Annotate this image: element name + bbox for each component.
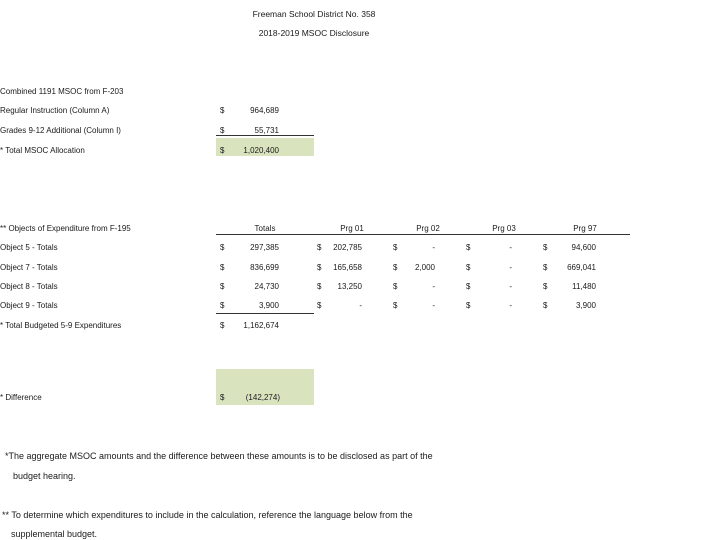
dollar-sign: $ bbox=[220, 243, 225, 252]
totals-underline bbox=[216, 313, 314, 314]
table-cell: 11,480 bbox=[572, 282, 596, 291]
dollar-sign: $ bbox=[466, 282, 471, 291]
table-cell: 202,785 bbox=[333, 243, 362, 252]
dollar-sign: $ bbox=[466, 301, 471, 310]
table-cell: 94,600 bbox=[571, 243, 596, 252]
header-underline bbox=[216, 234, 630, 235]
column-header-totals: Totals bbox=[254, 224, 276, 233]
dollar-sign: $ bbox=[393, 282, 398, 291]
table-cell: 297,385 bbox=[250, 243, 279, 252]
column-header-prg-02: Prg 02 bbox=[416, 224, 440, 233]
dollar-sign: $ bbox=[317, 263, 322, 272]
dollar-sign: $ bbox=[220, 126, 225, 135]
dollar-sign: $ bbox=[220, 106, 225, 115]
table-cell: 2,000 bbox=[414, 263, 435, 272]
dollar-sign: $ bbox=[393, 243, 398, 252]
dollar-sign: $ bbox=[220, 146, 225, 155]
dollar-sign: $ bbox=[393, 301, 398, 310]
row-label-object-5: Object 5 - Totals bbox=[0, 243, 58, 252]
dollar-sign: $ bbox=[220, 393, 225, 402]
note-expenditures-line-1: ** To determine which expenditures to include in the calculation, reference the language below from the bbox=[2, 510, 413, 520]
row-label-total-budgeted: * Total Budgeted 5-9 Expenditures bbox=[0, 321, 122, 330]
table-cell: 165,658 bbox=[333, 263, 362, 272]
table-cell: - bbox=[432, 301, 435, 310]
objects-heading: ** Objects of Expenditure from F-195 bbox=[0, 224, 131, 233]
total-underline bbox=[216, 135, 314, 136]
value-total-budgeted: 1,162,674 bbox=[243, 321, 279, 330]
row-label-grades-9-12: Grades 9-12 Additional (Column I) bbox=[0, 126, 121, 135]
dollar-sign: $ bbox=[220, 301, 225, 310]
value-regular-instruction: 964,689 bbox=[250, 106, 279, 115]
note-expenditures-line-2: supplemental budget. bbox=[11, 529, 98, 539]
table-cell: - bbox=[509, 282, 512, 291]
dollar-sign: $ bbox=[466, 263, 471, 272]
dollar-sign: $ bbox=[543, 263, 548, 272]
note-aggregate-line-2: budget hearing. bbox=[13, 471, 76, 481]
dollar-sign: $ bbox=[393, 263, 398, 272]
dollar-sign: $ bbox=[317, 243, 322, 252]
dollar-sign: $ bbox=[543, 243, 548, 252]
value-total-allocation: 1,020,400 bbox=[243, 146, 279, 155]
table-cell: - bbox=[509, 243, 512, 252]
table-cell: 24,730 bbox=[254, 282, 279, 291]
dollar-sign: $ bbox=[317, 282, 322, 291]
dollar-sign: $ bbox=[543, 301, 548, 310]
table-cell: - bbox=[509, 301, 512, 310]
table-cell: 669,041 bbox=[567, 263, 596, 272]
value-grades-9-12: 55,731 bbox=[254, 126, 279, 135]
table-cell: - bbox=[359, 301, 362, 310]
value-difference: (142,274) bbox=[245, 393, 280, 402]
row-label-regular-instruction: Regular Instruction (Column A) bbox=[0, 106, 110, 115]
table-cell: - bbox=[509, 263, 512, 272]
page-subtitle: 2018-2019 MSOC Disclosure bbox=[258, 28, 370, 38]
row-label-object-7: Object 7 - Totals bbox=[0, 263, 58, 272]
table-cell: 3,900 bbox=[258, 301, 279, 310]
dollar-sign: $ bbox=[466, 243, 471, 252]
table-cell: - bbox=[432, 282, 435, 291]
row-label-total-allocation: * Total MSOC Allocation bbox=[0, 146, 85, 155]
dollar-sign: $ bbox=[317, 301, 322, 310]
row-label-object-9: Object 9 - Totals bbox=[0, 301, 58, 310]
page-title: Freeman School District No. 358 bbox=[252, 9, 376, 19]
dollar-sign: $ bbox=[220, 282, 225, 291]
table-cell: 836,699 bbox=[250, 263, 279, 272]
dollar-sign: $ bbox=[220, 263, 225, 272]
column-header-prg-01: Prg 01 bbox=[340, 224, 364, 233]
dollar-sign: $ bbox=[220, 321, 225, 330]
dollar-sign: $ bbox=[543, 282, 548, 291]
combined-heading: Combined 1191 MSOC from F-203 bbox=[0, 87, 124, 96]
table-cell: 3,900 bbox=[575, 301, 596, 310]
column-header-prg-97: Prg 97 bbox=[573, 224, 597, 233]
column-header-prg-03: Prg 03 bbox=[492, 224, 516, 233]
table-cell: 13,250 bbox=[337, 282, 362, 291]
note-aggregate-line-1: *The aggregate MSOC amounts and the difference between these amounts is to be disclosed as part of the bbox=[5, 451, 433, 461]
row-label-object-8: Object 8 - Totals bbox=[0, 282, 58, 291]
table-cell: - bbox=[432, 243, 435, 252]
row-label-difference: * Difference bbox=[0, 393, 42, 402]
